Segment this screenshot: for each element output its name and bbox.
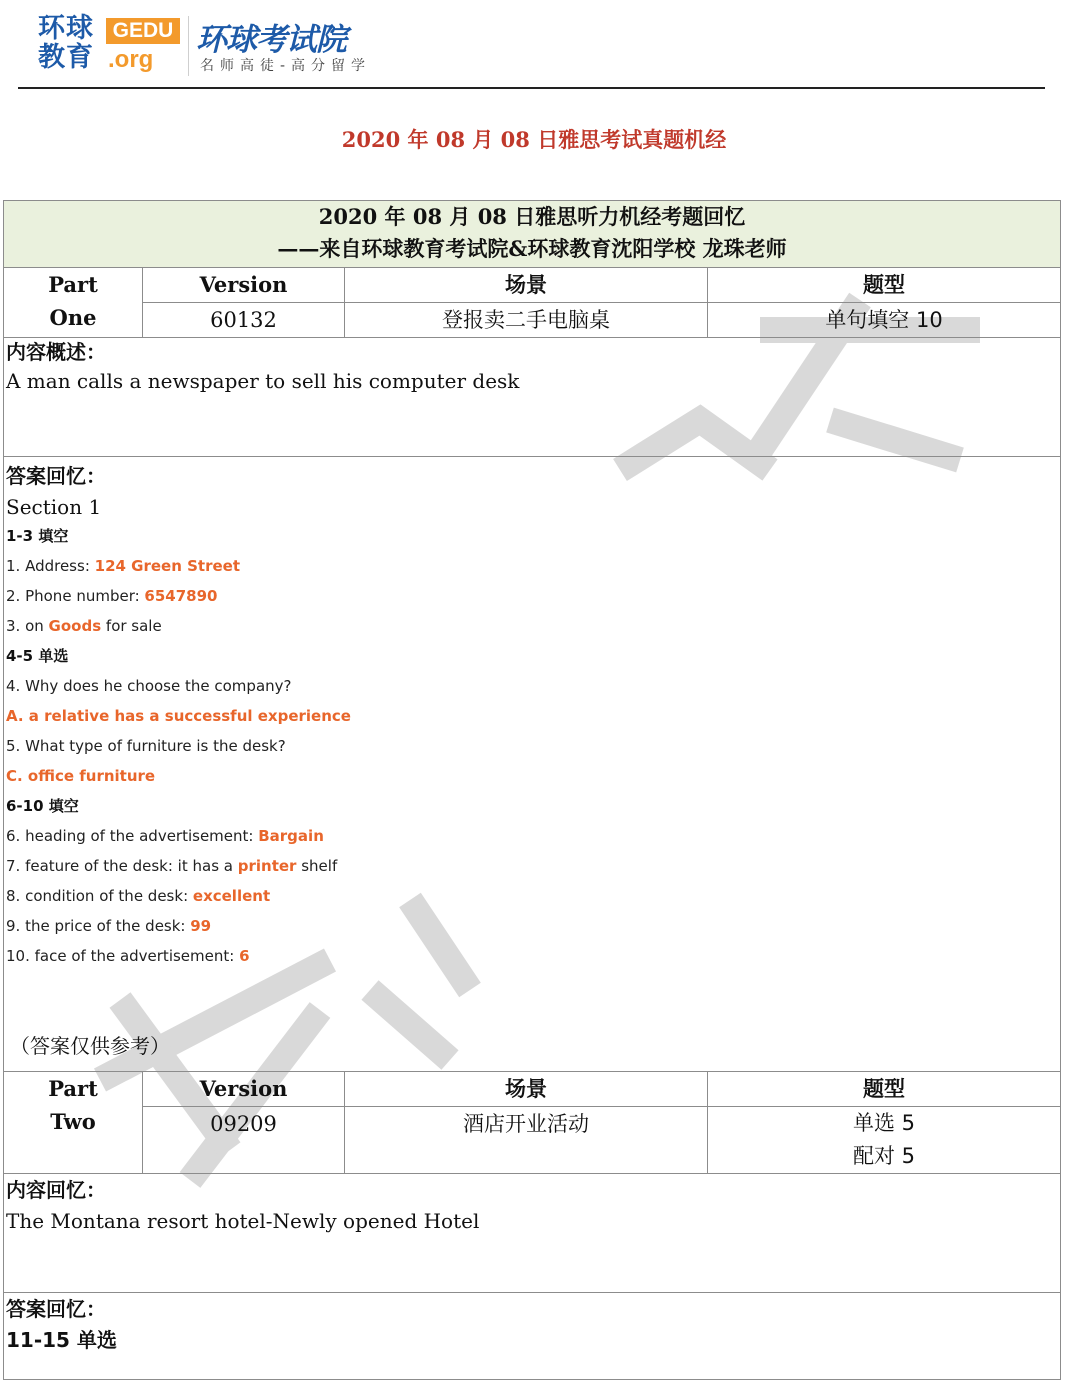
part-two-value: Two <box>50 1109 96 1134</box>
part-two-version: 09209 <box>143 1107 345 1174</box>
version-header: Version <box>143 1072 345 1107</box>
answer-item: 6. heading of the advertisement: Bargain <box>6 827 324 845</box>
question-item: 5. What type of furniture is the desk? <box>6 737 286 755</box>
answer-item: 1. Address: 124 Green Street <box>6 557 241 575</box>
section-heading: Section 1 <box>6 495 102 519</box>
answer-item: 10. face of the advertisement: 6 <box>6 947 250 965</box>
part-one-version: 60132 <box>143 303 345 338</box>
part-two-summary-cell <box>4 1174 1061 1293</box>
part-one-summary: A man calls a newspaper to sell his computer desk <box>6 369 520 393</box>
document-title: 2020 年 08 月 08 日雅思考试真题机经 <box>341 127 727 152</box>
group-11-15-heading: 11-15 单选 <box>6 1328 117 1352</box>
banner-subtitle: ——来自环球教育考试院&环球教育沈阳学校 龙珠老师 <box>277 236 787 261</box>
type-header: 题型 <box>708 1072 1061 1107</box>
part-two-type-2: 配对 5 <box>852 1144 916 1168</box>
version-header: Version <box>143 268 345 303</box>
part-two-cell <box>4 1072 143 1174</box>
group-1-3-heading: 1-3 填空 <box>6 527 69 545</box>
part-one-scene: 登报卖二手电脑桌 <box>345 303 708 338</box>
table-banner <box>4 201 1061 268</box>
part-two-scene: 酒店开业活动 <box>345 1107 708 1174</box>
page-header <box>0 0 1068 90</box>
type-header: 题型 <box>708 268 1061 303</box>
answer-item: 3. on Goods for sale <box>6 617 162 635</box>
part-label: Part <box>48 1076 98 1101</box>
answer-item: 9. the price of the desk: 99 <box>6 917 212 935</box>
part-two-answers-cell <box>4 1293 1061 1380</box>
reference-note: （答案仅供参考） <box>10 1034 170 1058</box>
part-one-value: One <box>49 305 97 330</box>
header-divider <box>18 87 1045 89</box>
scene-header: 场景 <box>345 268 708 303</box>
answer-choice: C. office furniture <box>6 767 156 785</box>
summary-label: 内容概述： <box>6 340 106 364</box>
part-one-type: 单句填空 10 <box>708 303 1061 338</box>
part-one-answers-cell <box>4 457 1061 1072</box>
recall-label: 内容回忆： <box>6 1178 106 1202</box>
part-label: Part <box>48 272 98 297</box>
brand-name: 环球考试院 <box>196 22 346 58</box>
answers-label: 答案回忆： <box>6 1297 106 1321</box>
exam-institute-logo <box>196 10 396 80</box>
answer-item: 2. Phone number: 6547890 <box>6 587 218 605</box>
answer-choice: A. a relative has a successful experience <box>6 707 351 725</box>
logo-org-text: .org <box>108 46 154 73</box>
part-one-cell <box>4 268 143 338</box>
part-two-type <box>708 1107 1061 1174</box>
group-4-5-heading: 4-5 单选 <box>6 647 69 665</box>
logo-chinese-text: 环球 教育 <box>38 13 94 73</box>
gedu-logo <box>38 14 183 76</box>
question-item: 4. Why does he choose the company? <box>6 677 292 695</box>
brand-slogan: 名师高徒-高分留学 <box>200 58 372 74</box>
exam-recall-table <box>3 200 1061 1380</box>
part-two-type-1: 单选 5 <box>852 1111 916 1135</box>
answers-label: 答案回忆： <box>6 464 106 488</box>
banner-title: 2020 年 08 月 08 日雅思听力机经考题回忆 <box>318 204 746 229</box>
logo-divider <box>188 16 189 76</box>
answer-item: 7. feature of the desk: it has a printer shelf <box>6 857 338 875</box>
scene-header: 场景 <box>345 1072 708 1107</box>
logo-gedu-badge: GEDU <box>106 18 180 44</box>
part-one-summary-cell <box>4 338 1061 457</box>
group-6-10-heading: 6-10 填空 <box>6 797 79 815</box>
answer-item: 8. condition of the desk: excellent <box>6 887 271 905</box>
part-two-summary: The Montana resort hotel-Newly opened Hotel <box>6 1209 480 1233</box>
